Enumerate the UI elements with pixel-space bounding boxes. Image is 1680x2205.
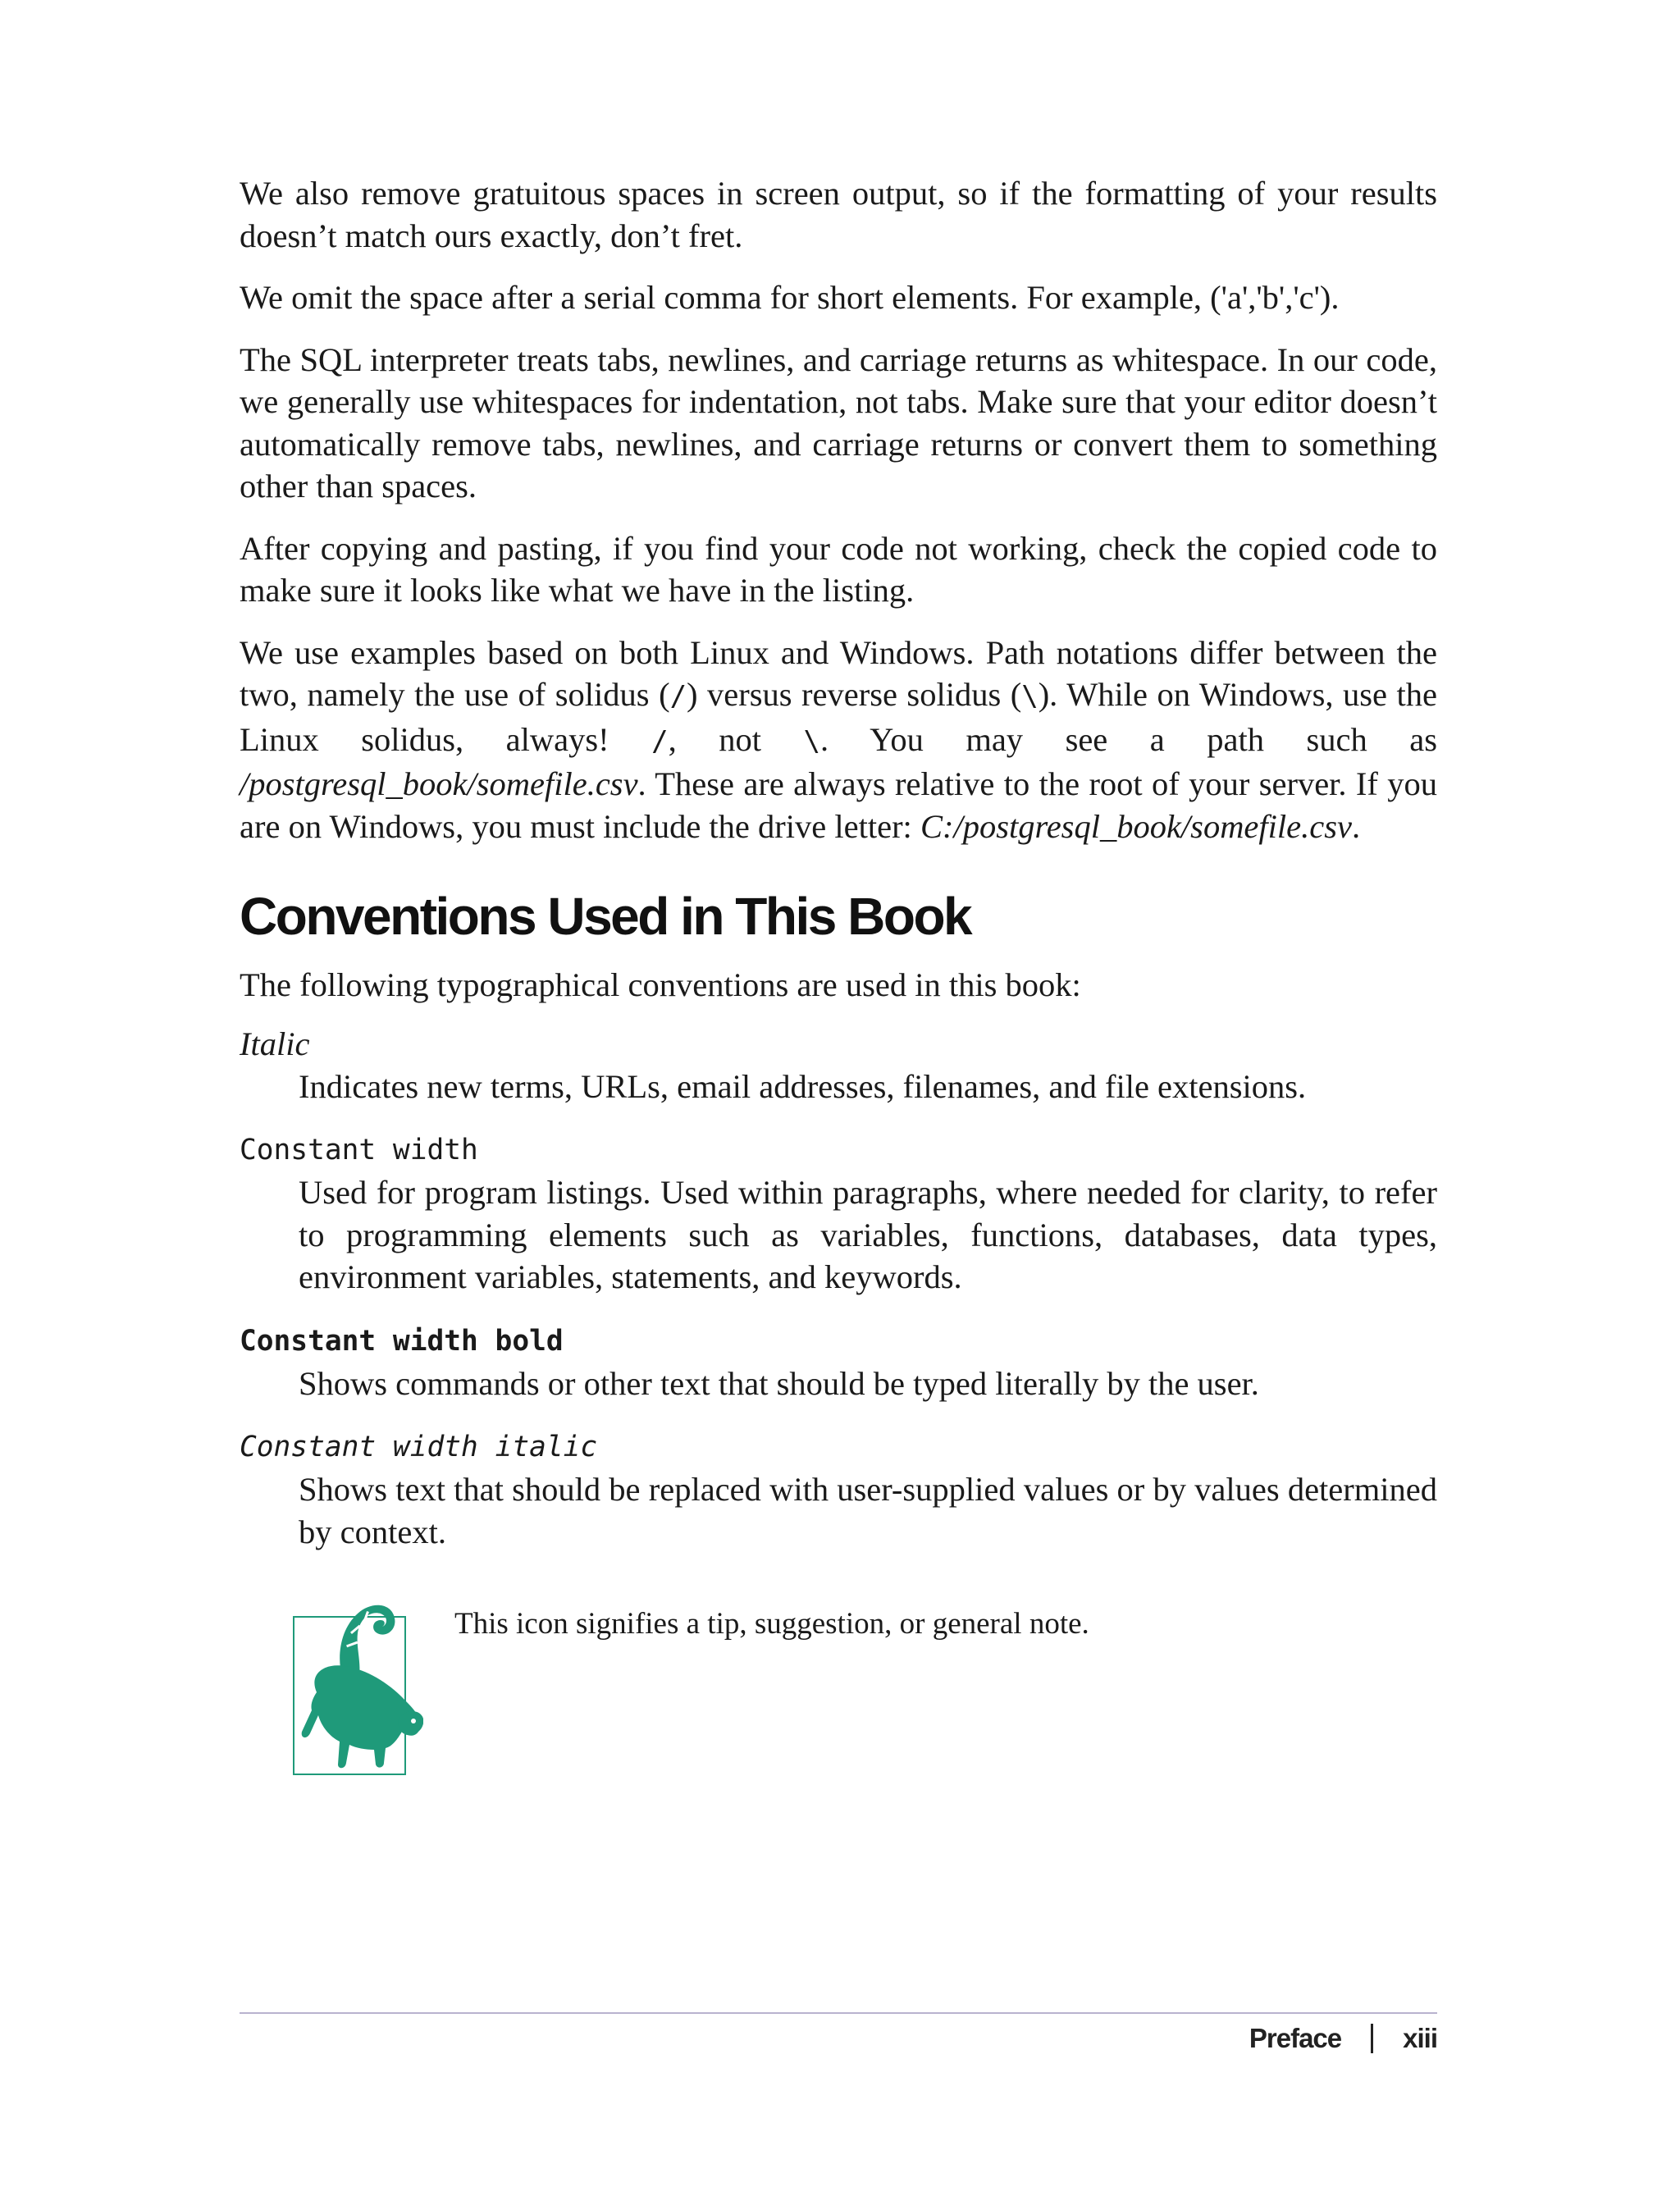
tip-note xyxy=(240,1596,1437,1784)
paragraph-whitespace: The SQL interpreter treats tabs, newlines, and carriage returns as whitespace. In our code, we generally use whitespaces for indentation, not tabs. Make sure that your editor doesn’t automatically remove tabs, newlines, and carriage returns or convert them to something other than spaces. xyxy=(240,340,1437,504)
reverse-solidus-code-2: \ xyxy=(803,724,820,758)
convention-term-constant-width-bold: Constant width bold xyxy=(240,1324,564,1358)
path-text-3: ). While on Windows, use the Linux solidus, always! xyxy=(240,676,1438,758)
lemur-icon xyxy=(292,1596,423,1784)
path-text-4: , not xyxy=(668,720,804,758)
page-content xyxy=(240,172,1437,1784)
footer-rule xyxy=(240,2012,1437,2014)
solidus-code-2: / xyxy=(651,724,669,758)
convention-desc-constant-width: Used for program listings. Used within paragraphs, where needed for clarity, to refer to programming elements such as variables, functions, databases, data types, environment variables, statements, and keywords. xyxy=(299,1174,1437,1295)
path-text-5: . You may see a path such as xyxy=(820,720,1437,758)
example-path-linux: /postgresql_book/somefile.csv xyxy=(240,765,638,802)
convention-term-italic: Italic xyxy=(240,1025,310,1062)
conventions-list xyxy=(240,1023,1437,1554)
section-heading: Conventions Used in This Book xyxy=(240,887,971,946)
convention-desc-italic: Indicates new terms, URLs, email addresses, filenames, and file extensions. xyxy=(299,1067,1307,1105)
path-text-1: We use examples based on both Linux and Windows. Path notations differ between the two, namely the use of solidus ( xyxy=(240,633,1437,713)
convention-term-constant-width: Constant width xyxy=(240,1134,478,1166)
reverse-solidus-code: \ xyxy=(1021,680,1039,713)
tip-note-text: This icon signifies a tip, suggestion, or general note. xyxy=(454,1607,1089,1641)
convention-desc-constant-width-italic: Shows text that should be replaced with user-supplied values or by values determined by context. xyxy=(299,1471,1437,1550)
path-text-2: ) versus reverse solidus ( xyxy=(687,676,1022,713)
paragraph-screen-output: We also remove gratuitous spaces in screen output, so if the formatting of your results doesn’t match ours exactly, don’t fret. xyxy=(240,175,1437,254)
convention-desc-constant-width-bold: Shows commands or other text that should be typed literally by the user. xyxy=(299,1364,1259,1402)
solidus-code: / xyxy=(669,680,687,713)
page-number: xiii xyxy=(1403,2023,1437,2053)
example-path-windows: C:/postgresql_book/somefile.csv xyxy=(920,807,1352,845)
path-text-6: . These are always relative to the root of your server. If you are on Windows, you must include the drive letter: xyxy=(240,765,1437,845)
paragraph-copy-paste: After copying and pasting, if you find your code not working, check the copied code to make sure it looks like what we have in the listing. xyxy=(240,529,1437,609)
paragraph-path-notation xyxy=(240,632,1437,848)
paragraph-serial-comma: We omit the space after a serial comma for short elements. For example, ('a','b','c'). xyxy=(240,279,1340,316)
section-intro: The following typographical conventions are used in this book: xyxy=(240,966,1081,1003)
footer-section-name: Preface xyxy=(1249,2023,1342,2053)
footer-separator xyxy=(1371,2024,1373,2053)
path-text-7: . xyxy=(1351,807,1361,845)
page-footer xyxy=(1249,2023,1437,2054)
convention-term-constant-width-italic: Constant width italic xyxy=(240,1431,598,1463)
